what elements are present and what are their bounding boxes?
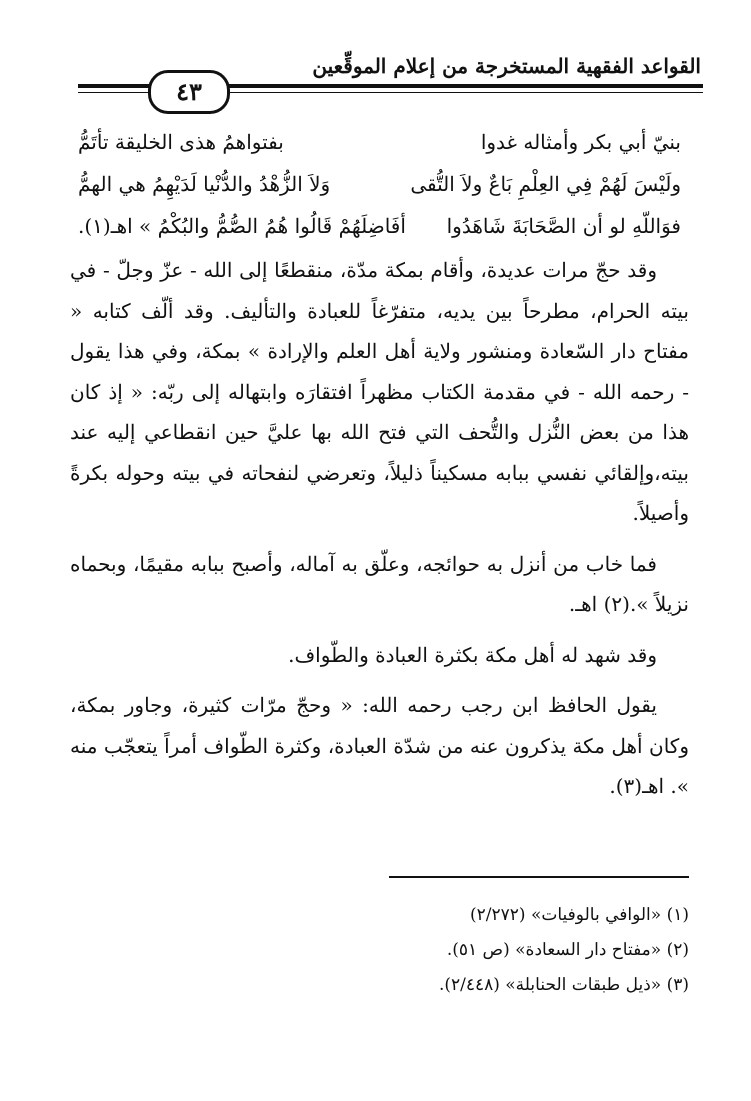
poem-verse xyxy=(78,206,681,248)
body-text xyxy=(70,250,689,807)
poem-verse xyxy=(78,164,681,206)
footnote: (٣) «ذيل طبقات الحنابلة» (٢/٤٤٨). xyxy=(438,975,689,995)
footnote-separator xyxy=(389,876,689,878)
hemistich-first: فوَاللّهِ لو أن الصَّحَابَةَ شَاهَدُوا xyxy=(446,214,681,238)
paragraph: وقد حجّ مرات عديدة، وأقام بمكة مدّة، منقطعًا إلى الله - عزّ وجلّ - في بيته الحرام، مطرحاً بين يديه، متفرّغاً للعبادة والتأليف. وقد ألّف كتابه « مفتاح دار السّعادة ومنشور ولاية أهل العلم والإرادة » بمكة، وفي هذا يقول - رحمه الله - في مقدمة الكتاب مظهراً افتقارَه وابتهاله إلى ربّه: « إذ كان هذا من بعض النُّزل والتُّحف التي فتح الله بها عليَّ حين انقطاعي إليه عند بيته،وإلقائي نفسي ببابه مسكيناً ذليلاً، وتعرضي لنفحاته في بيته وحوله بكرةً وأصيلاً. xyxy=(70,258,689,525)
paragraph: فما خاب من أنزل به حوائجه، وعلّق به آماله، وأصبح ببابه مقيمًا، وبحماه نزيلاً ».(٢) اهـ. xyxy=(70,551,689,616)
poem xyxy=(78,122,681,248)
running-title: القواعد الفقهية المستخرجة من إعلام الموقِّعين xyxy=(312,54,701,78)
paragraph: وقد شهد له أهل مكة بكثرة العبادة والطّواف. xyxy=(288,642,657,667)
paragraph: يقول الحافظ ابن رجب رحمه الله: « وحجّ مرّات كثيرة، وجاور بمكة، وكان أهل مكة يذكرون عنه من شدّة العبادة، وكثرة الطّواف أمراً يتعجّب منه ». اهـ(٣). xyxy=(70,693,689,798)
hemistich-second: بفتواهمُ هذى الخليقة تأتَمُّ xyxy=(78,130,284,154)
poem-verse xyxy=(78,122,681,164)
hemistich-first: ولَيْسَ لَهُمْ فِي العِلْمِ بَاعٌ ولاَ التُّقى xyxy=(410,172,681,196)
footnote: (٢) «مفتاح دار السعادة» (ص ٥١). xyxy=(446,940,689,960)
hemistich-first: بنيّ أبي بكر وأمثاله غدوا xyxy=(480,130,681,154)
hemistich-second: وَلاَ الزُّهْدُ والدُّنْيا لَدَيْهِمُ هي الهمُّ xyxy=(78,172,331,196)
page-number: ٤٣ xyxy=(148,70,230,114)
hemistich-second: أفَاضِلَهُمْ قَالُوا هُمُ الصُّمُّ والبُكْمُ » اهـ(١). xyxy=(78,214,406,238)
footnotes xyxy=(70,898,689,1003)
footnote: (١) «الوافي بالوفيات» (٢/٢٧٢) xyxy=(470,905,689,925)
